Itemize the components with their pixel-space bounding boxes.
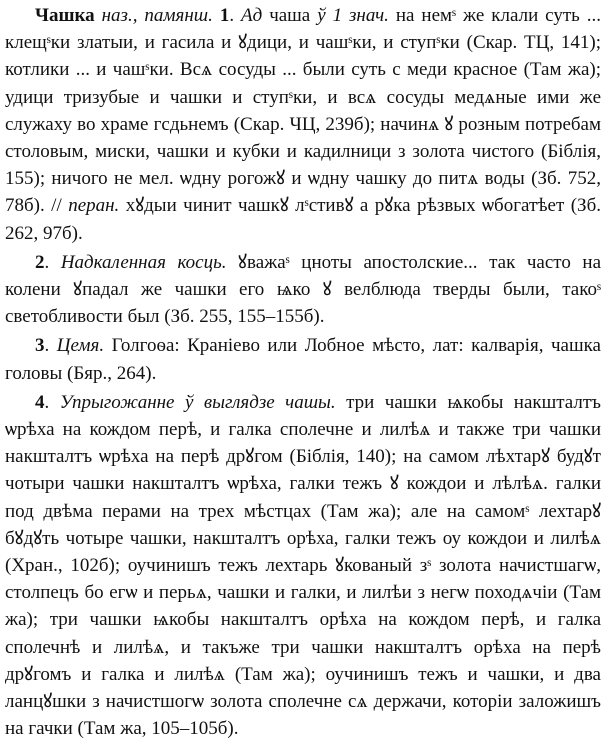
sense-text: на немˢ же клали суть ... клещˢки златыи, и гасила и ꙋдици, и чашˢки, и ступˢки (Скар. ТЦ, 141); котлики ... и чашˢки. Всѧ сосуды ... были суть с меди красное (Там жа); удици тризубые и чашки и ступˢки, и всѧ сосуды медѧные ими же служаху во храме гсдьнемъ (Скар. ЧЦ, 239б); начинѧ ꙋ розным потребам столовым, миски, чашки и кубки и кадилници з золота чистого (Біблія, 155); ничого не мел. ѡдну рогожꙋ и ѡдну чашку до питѧ воды (Зб. 752, 78б). //: [5, 5, 602, 217]
sense-text: ꙋважаˢ цноты апостолские... так часто на колени ꙋпадал же чашки его ѩко ꙋ велблюда тверды были, такоˢ светобливости был (Зб. 255, 155–155б).: [5, 251, 601, 328]
entry-sense-4: 4. Упрыгожанне ў выглядзе чашы. три чашки ѩкобы накшталтъ ѡрѣха на кождом перѣ, и галка сполечне и лилѣѧ и также три чашки накшталтъ ѡрѣха на перѣ дрꙋгом (Біблія, 140); на самом лѣхтарꙋ будꙋт чотыри чашки накшталтъ ѡрѣха, галки тежъ ꙋ кождои и лѣлѣѧ. галки под двѣма перами на трех мѣстцах (Там жа); але на самомˢ лехтарꙋ бꙋдꙋть чотыре чашки, накшталтъ орѣха, галки тежъ оу кождои и лилѣѧ (Хран., 102б); оучинишъ тежъ лехтарь ꙋкованый зˢ золота начистшагѡ, столпецъ бо егѡ и перьѧ, чашки и галки, и лилѣи з негѡ походѧчіи (Там жа); три чашки ѩкобы накшталтъ орѣха на кождом перѣ, и галка сполечнѣ и лилѣѧ, и такъже три чашки накшталтъ орѣха на перѣ дрꙋгомъ и галка и лилѣѧ (Там жа); оучинишъ тежъ и чашки, и два ланцꙋшки з начистшогѡ золота сполечне сѧ держачи, которіи заложишъ на гачки (Там жа, 105–105б).: [5, 391, 601, 740]
entry-sense-2: 2. Надкаленная косць. ꙋважаˢ цноты апостолские... так часто на колени ꙋпадал же чашки его ѩко ꙋ велблюда тверды были, такоˢ светобливости был (Зб. 255, 155–155б).: [5, 251, 601, 328]
sense-number: 4: [35, 391, 45, 413]
headword: Чашка: [35, 5, 95, 26]
figurative-label: перан.: [68, 195, 120, 217]
sense-label: Цемя.: [56, 335, 105, 357]
sense-text: хꙋдыи чинит чашкꙋ лˢстивꙋ а рꙋка рѣзвых ѡбогатѣет (Зб. 262, 97б).: [5, 195, 601, 244]
sense-label: Упрыгожанне ў выглядзе чашы.: [59, 391, 336, 413]
sense-number: 1: [219, 5, 230, 26]
sense-text: три чашки ѩкобы накшталтъ ѡрѣха на кождом перѣ, и галка сполечне и лилѣѧ и также три чашки накшталтъ ѡрѣха на перѣ дрꙋгом (Біблія, 140); на самом лѣхтарꙋ будꙋт чотыри чашки накшталтъ ѡрѣха, галки тежъ ꙋ кождои и лѣлѣѧ. галки под двѣма перами на трех мѣстцах (Там жа); але на самомˢ лехтарꙋ бꙋдꙋть чотыре чашки, накшталтъ орѣха, галки тежъ оу кождои и лилѣѧ (Хран., 102б); оучинишъ тежъ лехтарь ꙋкованый зˢ золота начистшагѡ, столпецъ бо егѡ и перьѧ, чашки и галки, и лилѣи з негѡ походѧчіи (Там жа); три чашки ѩкобы накшталтъ орѣха на кождом перѣ, и галка сполечнѣ и лилѣѧ, и такъже три чашки накшталтъ орѣха на перѣ дрꙋгомъ и галка и лилѣѧ (Там жа); оучинишъ тежъ и чашки, и два ланцꙋшки з начистшогѡ золота сполечне сѧ держачи, которіи заложишъ на гачки (Там жа, 105–105б).: [5, 391, 601, 740]
sense-label: Ад: [241, 5, 263, 26]
sense-text: чаша: [262, 5, 318, 26]
entry-sense-1: Чашка наз., памянш. 1. Ад чаша ў 1 знач. на немˢ же клали суть ... клещˢки златыи, и гасила и ꙋдици, и чашˢки, и ступˢки (Скар. ТЦ, 141); котлики ... и чашˢки. Всѧ сосуды ... были суть с меди красное (Там жа); удици тризубые и чашки и ступˢки, и всѧ сосуды медѧные ими же служаху во храме гсдьнемъ (Скар. ЧЦ, 239б); начинѧ ꙋ розным потребам столовым, миски, чашки и кубки и кадилници з золота чистого (Біблія, 155); ничого не мел. ѡдну рогожꙋ и ѡдну чашку до питѧ воды (Зб. 752, 78б). // перан. хꙋдыи чинит чашкꙋ лˢстивꙋ а рꙋка рѣзвых ѡбогатѣет (Зб. 262, 97б).: [5, 5, 602, 244]
sense-number: 3: [35, 335, 45, 357]
sense-label: Надкаленная косць.: [60, 251, 227, 273]
sense-number: 2: [35, 251, 45, 273]
entry-sense-3: 3. Цемя. Голгоѳа: Краніево или Лобное мѣсто, лат: калварія, чашка головы (Бяр., 264).: [5, 335, 601, 384]
form-label: ў 1 знач.: [317, 5, 389, 26]
sense-text: Голгоѳа: Краніево или Лобное мѣсто, лат: калварія, чашка головы (Бяр., 264).: [5, 335, 601, 384]
grammar-label: наз., памянш.: [101, 5, 213, 26]
